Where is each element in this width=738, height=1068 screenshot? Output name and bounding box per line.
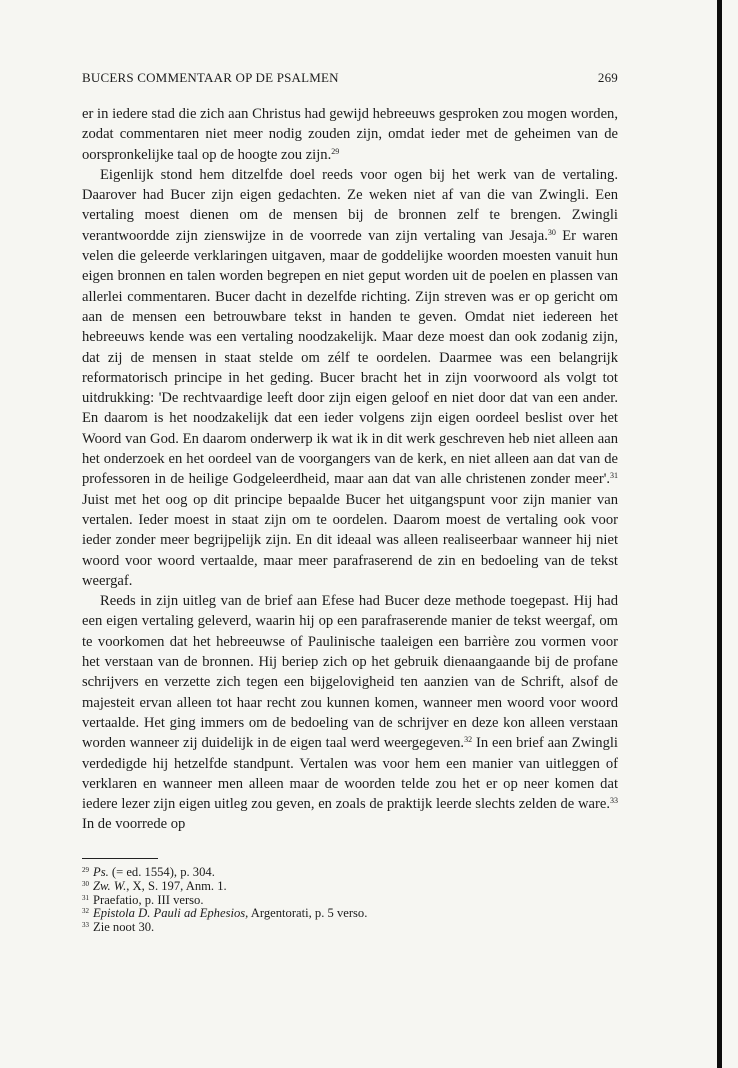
page-edge-shadow [717,0,722,1068]
footnote-number: 30 [82,879,89,888]
footnote [82,880,618,894]
footnote [82,921,618,935]
footnotes [82,866,618,935]
footnote-reference: 33 [610,796,618,806]
page-number: 269 [597,70,618,85]
footnote-number: 31 [82,893,89,902]
footnote-number: 33 [82,921,89,930]
footnote-reference: 31 [610,471,618,481]
text-run: Juist met het oog op dit principe bepaalde Bucer het uitgangspunt voor zijn manier van vertalen. Ieder moest in staat zijn om te oordelen. Daarom moest de vertaling ook voor ieder zonder meer begrijpelijk zijn. En dit ideaal was alleen realiseerbaar wanneer hij niet woord voor woord vertaalde, maar meer parafraserend de zin en bedoeling van de tekst weergaf. [82,491,618,589]
text-run: Zie noot 30. [93,920,155,935]
footnote-number: 32 [82,907,89,916]
text-run: Argentorati, p. 5 verso. [248,906,368,921]
text-run: Eigenlijk stond hem ditzelfde doel reeds voor ogen bij het werk van de vertaling. Daarover had Bucer zijn eigen gedachten. Ze weken niet af van die van Zwingli. Een vertaling moest dienen om de mensen bij de bronnen zelf te brengen. Zwingli verantwoordde zijn zienswijze in de voorrede van zijn vertaling van Jesaja. [82,166,618,244]
text-run: er in iedere stad die zich aan Christus had gewijd hebreeuws gesproken zou mogen worden, zodat commentaren niet meer nodig zouden zijn, omdat ieder met de geheimen van de oorspronkelijke taal op de hoogte zou zijn. [82,106,618,163]
text-run: In de voorrede op [82,816,186,833]
paragraph [82,104,618,165]
text-run: , X, S. 197, Anm. 1. [126,878,227,893]
footnote [82,894,618,908]
footnote-separator [82,858,158,859]
text-run: (= ed. 1554), p. 304. [108,865,215,879]
paragraph [82,165,618,591]
footnote [82,907,618,921]
footnote [82,866,618,880]
footnote-reference: 32 [464,735,473,745]
footnote-reference: 30 [547,227,556,237]
text-run: Er waren velen die geleerde verklaringen uitgaven, maar de goddelijke woorden moesten vanuit hun eigen bronnen en talen worden begrepen en niet geput worden uit de poelen en plassen van allerlei commentaren. Bucer dacht in dezelfde richting. Zijn streven was er op gericht om aan de mensen een betrouwbare tekst in handen te geven. Omdat niet iedereen het hebreeuws kende was een vertaling noodzakelijk. Maar deze moest dan ook zodanig zijn, dat zij de mensen in staat stelde om zélf te oordelen. Daarmee was een belangrijk reformatorisch principe in het geding. Bucer bracht het in zijn voorwoord als volgt tot uitdrukking: 'De rechtvaardige leeft door zijn eigen geloof en niet door dat van een ander. En daarom is het noodzakelijk dat een ieder volgens zijn eigen oordeel beslist over het Woord van God. En daarom onderwerp ik wat ik in dit werk geschreven heb niet alleen aan het onderzoek en het oordeel van de voorgangers van de kerk, en niet alleen aan dat van de professoren in de heilige Godgeleerdheid, maar aan dat van alle christenen zonder meer'. [82,227,618,488]
running-title: BUCERS COMMENTAAR OP DE PSALMEN [82,70,339,85]
paragraph [82,591,618,835]
text-run: Praefatio, p. III verso. [93,892,204,907]
italic-text: Zw. W. [93,878,127,893]
italic-text: Ps. [93,865,109,879]
footnote-number: 29 [82,866,89,874]
footnote-reference: 29 [331,146,340,156]
body-text [82,104,618,835]
italic-text: Epistola D. Pauli ad Ephesios, [93,906,249,921]
text-run: Reeds in zijn uitleg van de brief aan Efese had Bucer deze methode toegepast. Hij had een eigen vertaling geleverd, waarin hij op een parafraserende manier de tekst weergaf, om te voorkomen dat het hebreeuwse of Paulinische taaleigen een barrière zou vormen voor het verstaan van de bronnen. Hij beriep zich op het gebruik dienaangaande bij de profane schrijvers en verzette zich tegen een bijgelovigheid ten aanzien van de Schrift, alsof de majesteit ervan alleen tot haar recht zou kunnen komen, wanneer men woord voor woord vertaalde. Het ging immers om de bedoeling van de schrijver en deze kon alleen verstaan worden wanneer zij duidelijk in de eigen taal werd weergegeven. [82,593,618,752]
text-run: In een brief aan Zwingli verdedigde hij hetzelfde standpunt. Vertalen was voor hem een manier van uitleggen of verklaren en wanneer men alleen maar de woorden telde zou het er op neer komen dat iedere lezer zijn eigen uitleg zou geven, en zoals de praktijk leerde slechts zelden de ware. [82,735,618,813]
